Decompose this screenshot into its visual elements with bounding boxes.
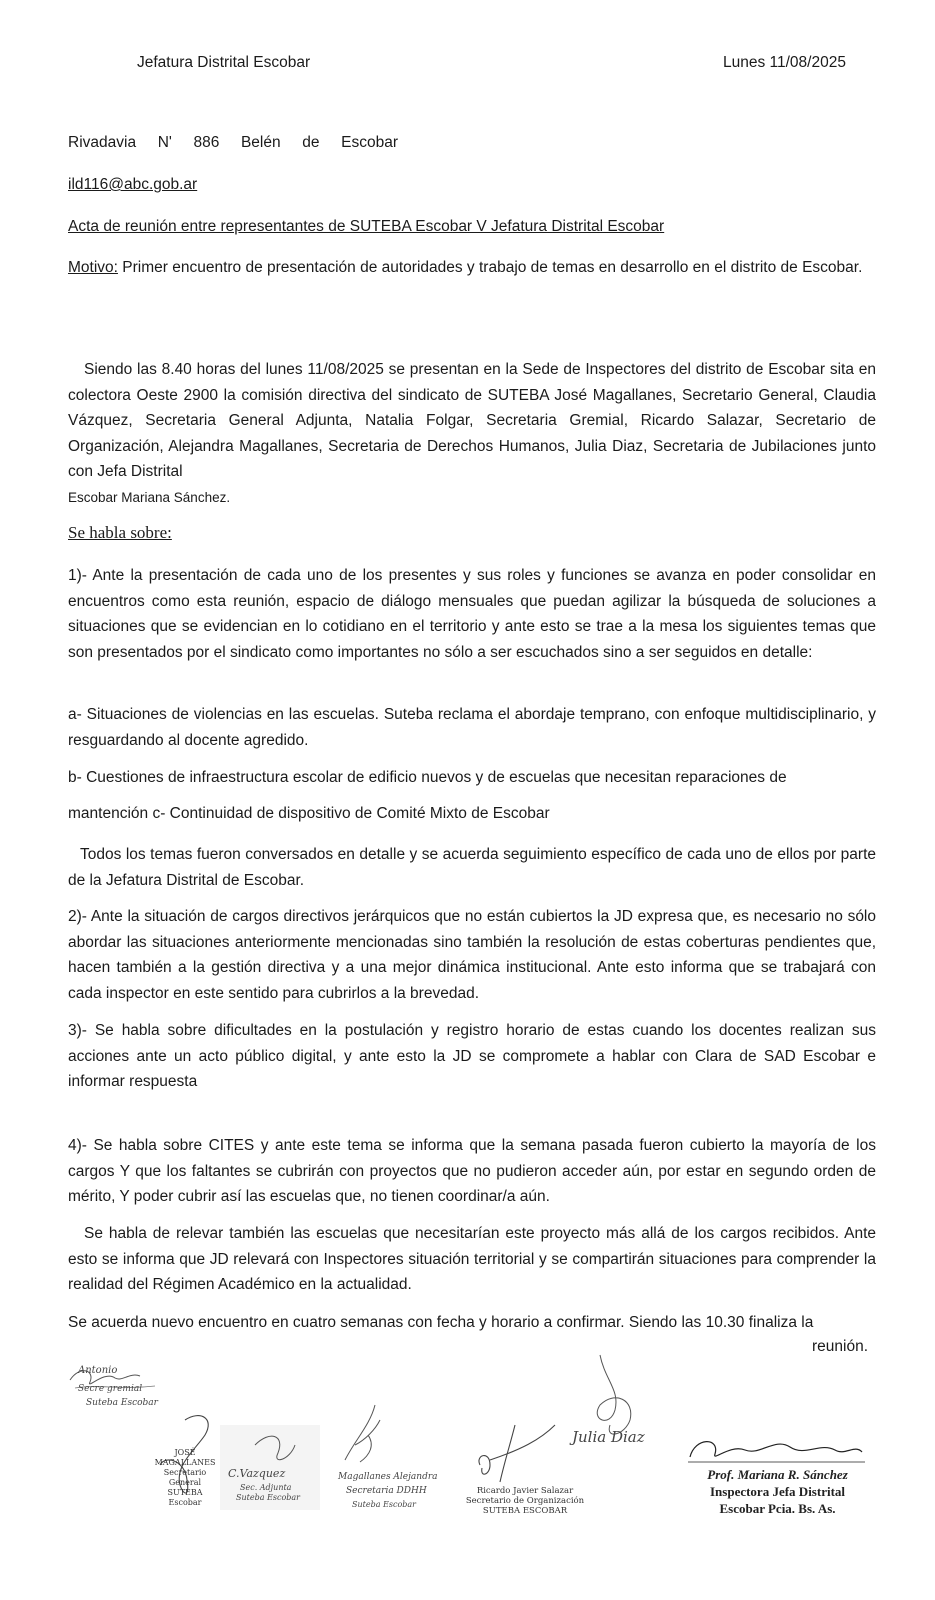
item-a-paragraph: a- Situaciones de violencias en las escuelas. Suteba reclama el abordaje temprano, con enfoque multidisciplinario, y resguardando al docente agredido. xyxy=(68,706,876,749)
relevar-paragraph: Se habla de relevar también las escuelas que necesitarían este proyecto más allá de los cargos recibidos. Ante esto se informa que JD relevará con Inspectores situación territorial y se compartirán situaciones para comprender la realidad del Régimen Académico en la actualidad. xyxy=(68,1225,876,1293)
intro-tail: Escobar Mariana Sánchez. xyxy=(68,490,231,505)
signature-vazquez-role: Sec. Adjunta xyxy=(240,1483,292,1492)
signature-magallanes-stamp xyxy=(150,1448,220,1508)
salazar-stamp-name: Ricardo Javier Salazar xyxy=(476,1486,574,1496)
intro-paragraph: Siendo las 8.40 horas del lunes 11/08/2025 se presentan en la Sede de Inspectores del distrito de Escobar sita en colectora Oeste 2900 la comisión directiva del sindicato de SUTEBA José Magallanes, Secretario General, Claudia Vázquez, Secretaria General Adjunta, Natalia Folgar, Secretaria Gremial, Ricardo Salazar, Secretario de Organización, Alejandra Magallanes, Secretaria de Derechos Humanos, Julia Diaz, Secretaria de Jubilaciones junto con Jefa Distrital xyxy=(68,361,876,480)
header-office: Jefatura Distrital Escobar xyxy=(137,54,311,71)
signature-sanchez-scribble xyxy=(680,1432,875,1467)
signature-sanchez xyxy=(680,1432,875,1527)
signature-alejandra-magallanes xyxy=(330,1400,440,1515)
section-heading: Se habla sobre: xyxy=(68,523,172,542)
stamp-line-role: Secretario General xyxy=(163,1468,207,1487)
salazar-stamp-org: SUTEBA ESCOBAR xyxy=(482,1506,568,1516)
address-city-1: Belén xyxy=(240,134,281,151)
signature-diaz-name: Julia Diaz xyxy=(572,1428,645,1446)
motivo-text: Primer encuentro de presentación de autoridades y trabajo de temas en desarrollo en el distrito de Escobar. xyxy=(117,259,863,276)
closing-tail: reunión. xyxy=(812,1338,869,1355)
item-1-paragraph: 1)- Ante la presentación de cada uno de los presentes y sus roles y funciones se avanza en poder consolidar en encuentros como esta reunión, espacio de diálogo mensuales que puedan agilizar la búsqueda de soluciones a situaciones que se evidencian en lo cotidiano en el territorio y ante esto se trae a la mesa los siguientes temas que son presentados por el sindicato como importantes no sólo a ser escuchados sino a ser seguidos en detalle: xyxy=(68,567,876,661)
signature-alejandra-role: Secretaria DDHH xyxy=(346,1486,427,1496)
signature-vazquez-name: C.Vazquez xyxy=(228,1467,286,1480)
stamp-line-org: SUTEBA Escobar xyxy=(167,1488,203,1507)
signature-alejandra-name: Magallanes Alejandra xyxy=(338,1472,438,1482)
address-city-2: de xyxy=(302,134,320,151)
signature-magallanes xyxy=(145,1410,225,1507)
item-b-paragraph: b- Cuestiones de infraestructura escolar de edificio nuevos y de escuelas que necesitan reparaciones de xyxy=(68,769,787,786)
sanchez-stamp-role: Inspectora Jefa Distrital xyxy=(709,1484,846,1499)
address-line xyxy=(68,134,398,152)
document-title: Acta de reunión entre representantes de SUTEBA Escobar V Jefatura Distrital Escobar xyxy=(68,218,665,235)
item-3-paragraph: 3)- Se habla sobre dificultades en la postulación y registro horario de estas cuando los docentes realizan sus acciones ante un acto público digital, y ante esto la JD se compromete a hablar con Clara de SAD Escobar e informar respuesta xyxy=(68,1022,876,1090)
signature-vazquez xyxy=(220,1425,320,1510)
signature-folgar-name: Antonio xyxy=(78,1365,118,1376)
signature-folgar-org: Suteba Escobar xyxy=(86,1398,158,1408)
email-link[interactable]: ild116@abc.gob.ar xyxy=(68,176,198,193)
item-b-continuation: mantención c- Continuidad de dispositivo de Comité Mixto de Escobar xyxy=(68,805,550,822)
address-number-label: N' xyxy=(157,134,172,151)
motivo-label: Motivo: xyxy=(68,259,118,276)
header-date: Lunes 11/08/2025 xyxy=(723,54,846,71)
sanchez-stamp-name: Prof. Mariana R. Sánchez xyxy=(707,1467,848,1482)
signature-vazquez-org: Suteba Escobar xyxy=(236,1493,300,1502)
signature-alejandra-scribble xyxy=(330,1400,440,1515)
address-city-3: Escobar xyxy=(341,134,398,151)
closing-paragraph: Se acuerda nuevo encuentro en cuatro semanas con fecha y horario a confirmar. Siendo las 10.30 finaliza la xyxy=(68,1314,814,1331)
todos-paragraph: Todos los temas fueron conversados en detalle y se acuerda seguimiento específico de cada uno de ellos por parte de la Jefatura Distrital de Escobar. xyxy=(68,846,876,889)
sanchez-stamp-place: Escobar Pcia. Bs. As. xyxy=(719,1501,836,1516)
stamp-line-name: JOSÉ MAGALLANES xyxy=(154,1448,216,1467)
item-2-paragraph: 2)- Ante la situación de cargos directivos jerárquicos que no están cubiertos la JD expresa que, es necesario no sólo abordar las situaciones anteriormente mencionadas sino también la resolución de estas coberturas pendientes que, hacen también a la gestión directiva y a una mejor dinámica institucional. Ante esto informa que se trabajará con cada inspector en este sentido para cubrirlos a la brevedad. xyxy=(68,908,876,1002)
item-4-paragraph: 4)- Se habla sobre CITES y ante este tema se informa que la semana pasada fueron cubierto la mayoría de los cargos Y que los faltantes se cubrirán con proyectos que no pudieron acceder aún, por estar en segundo orden de mérito, Y poder cubrir así las escuelas que, no tienen coordinar/a aún. xyxy=(68,1137,876,1205)
signature-alejandra-org: Suteba Escobar xyxy=(352,1500,416,1509)
address-number: 886 xyxy=(193,134,220,151)
motivo-paragraph xyxy=(68,255,876,281)
signature-sanchez-stamp xyxy=(680,1466,875,1517)
signature-salazar-stamp xyxy=(460,1486,590,1516)
signature-diaz xyxy=(560,1350,680,1460)
address-street: Rivadavia xyxy=(68,134,137,151)
salazar-stamp-role: Secretario de Organización xyxy=(465,1496,585,1506)
signature-folgar-role: Secre gremial xyxy=(78,1384,143,1394)
